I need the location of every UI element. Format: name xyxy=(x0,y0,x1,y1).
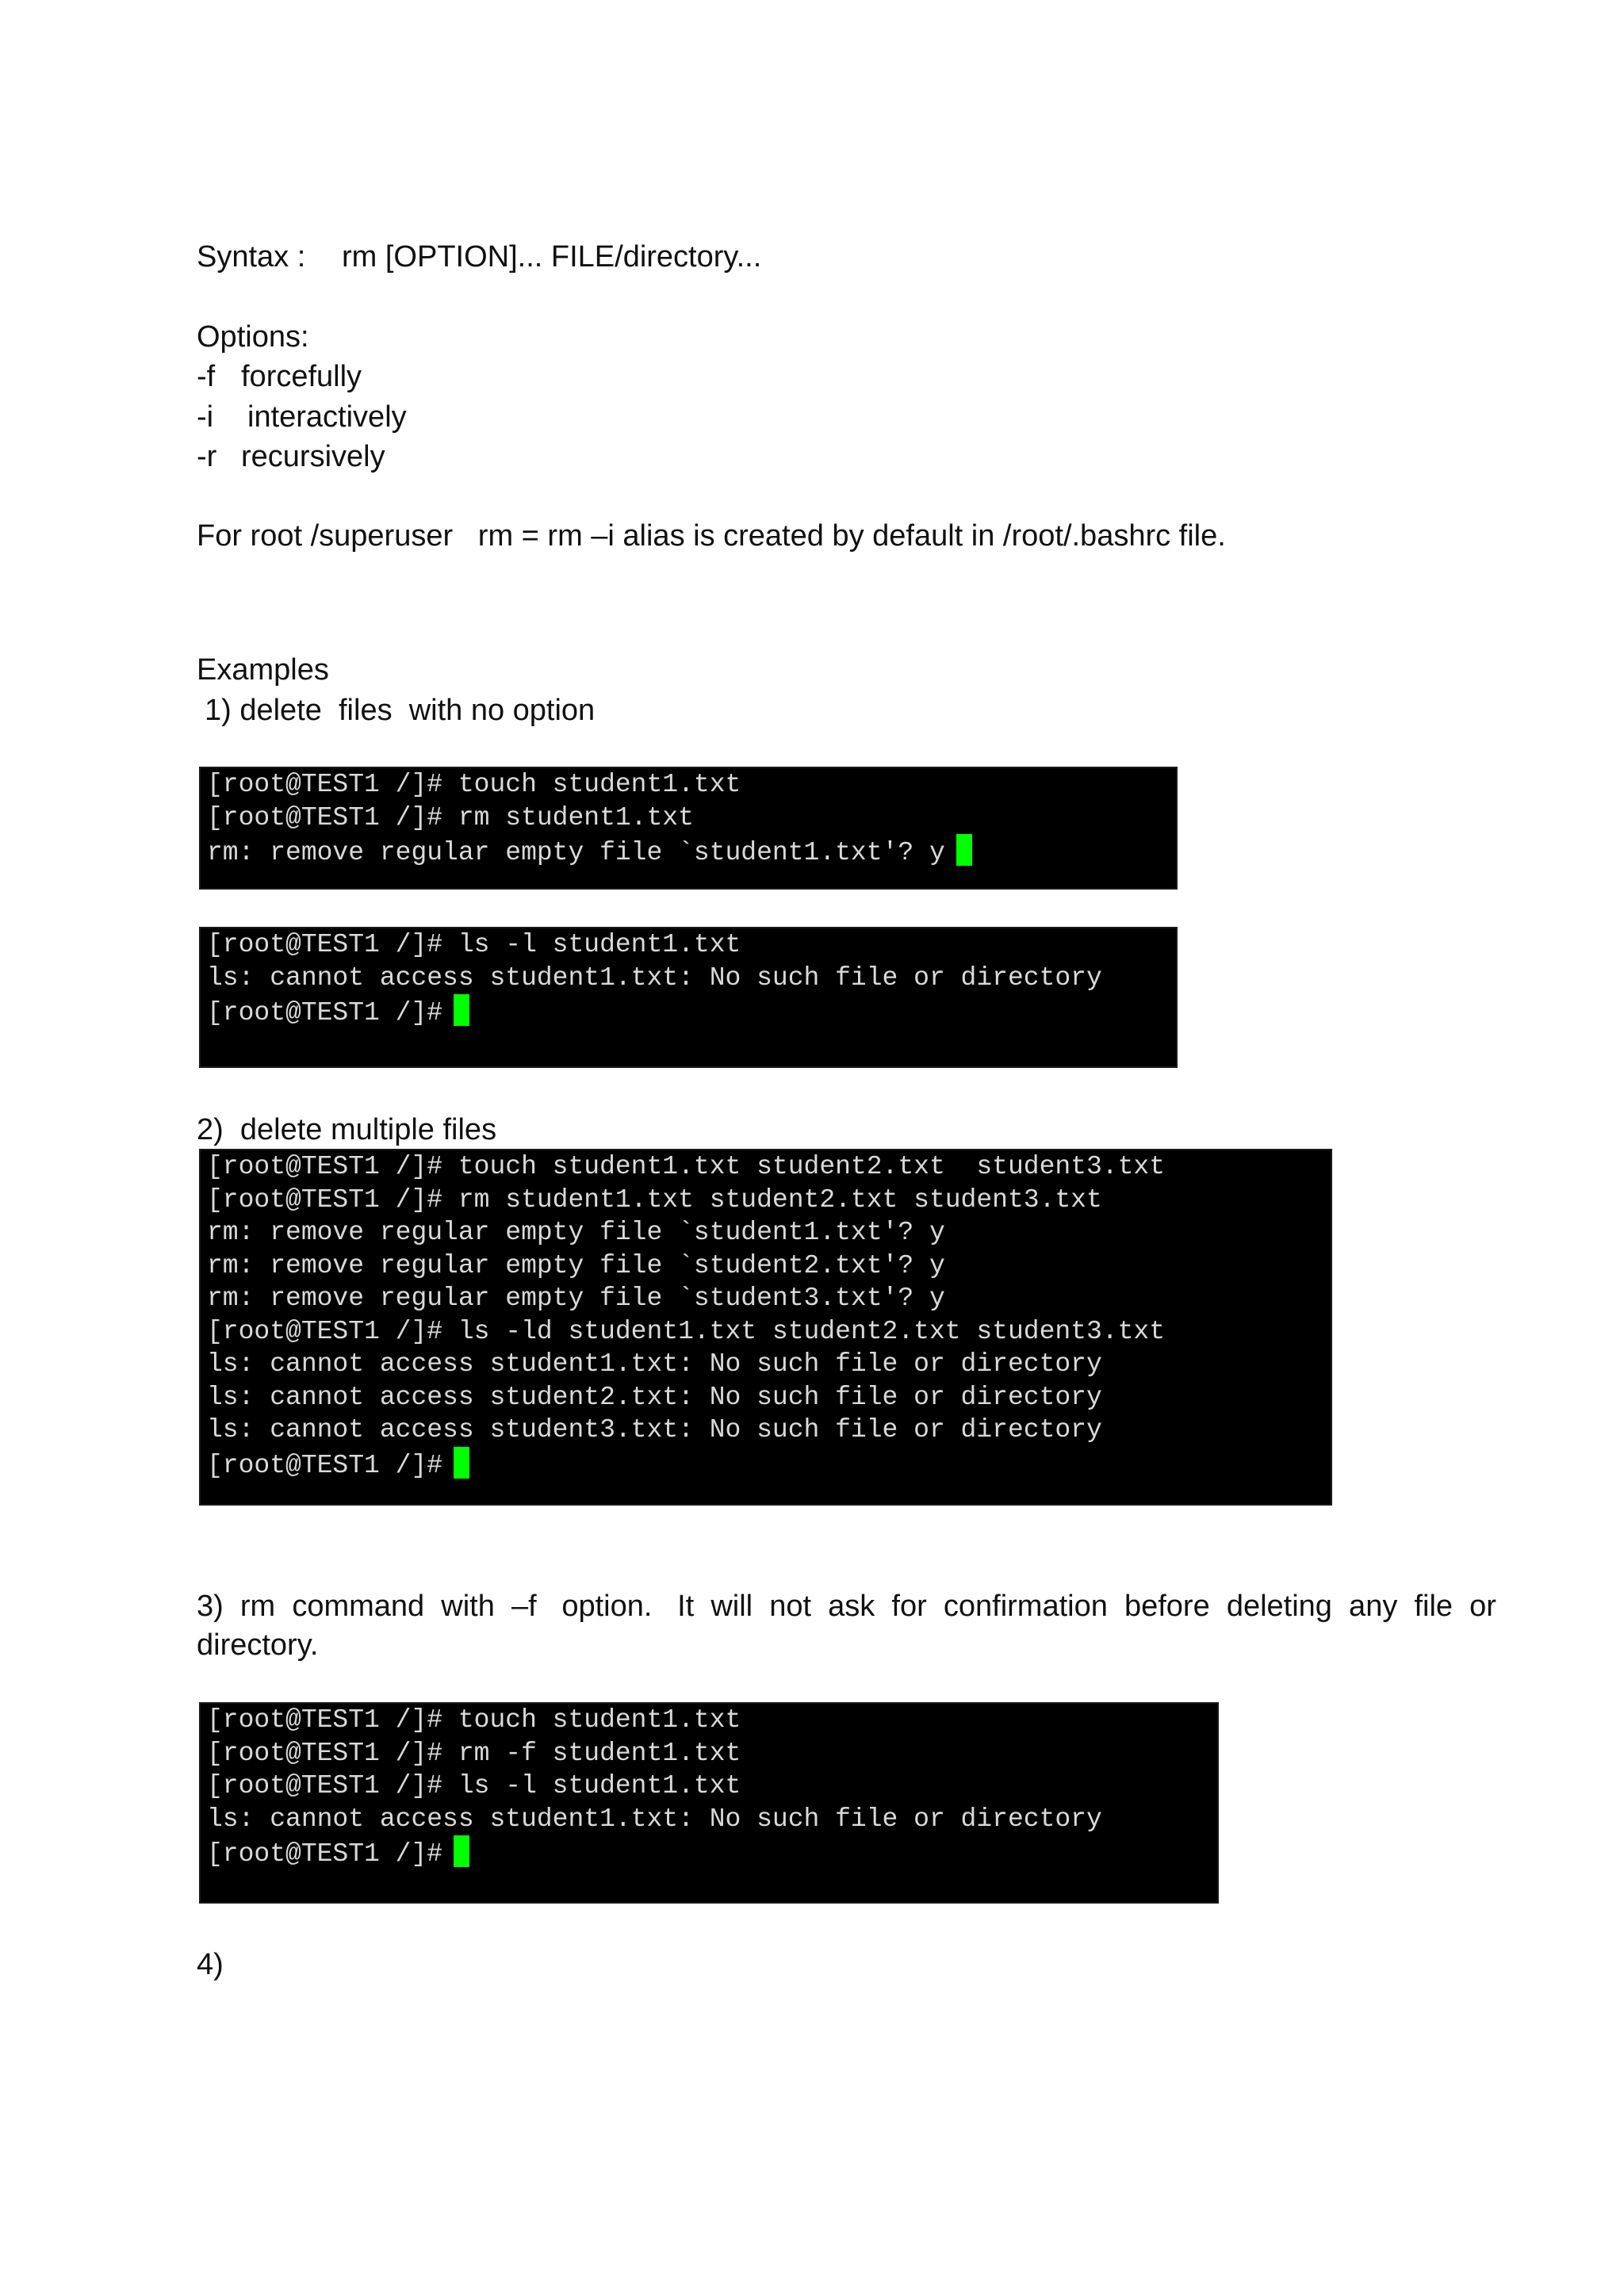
example-3-title: 3) rm command with –f option. It will not ask for confirmation before deleting any file or xyxy=(197,1590,1496,1623)
terminal-line: rm: remove regular empty file `student3.txt'? y xyxy=(207,1284,945,1313)
terminal-line: [root@TEST1 /]# rm student1.txt xyxy=(207,802,694,832)
example-4-title: 4) xyxy=(197,1948,224,1981)
terminal-cursor xyxy=(956,834,972,866)
terminal-screenshot-4 xyxy=(199,1702,1219,1904)
terminal-line: ls: cannot access student1.txt: No such file or directory xyxy=(207,1804,1102,1834)
options-heading: Options: xyxy=(197,320,309,354)
terminal-line: rm: remove regular empty file `student2.txt'? y xyxy=(207,1250,945,1280)
terminal-line: [root@TEST1 /]# xyxy=(207,1835,1211,1869)
terminal-cursor xyxy=(454,1835,469,1867)
example-3-title-cont: directory. xyxy=(197,1628,319,1662)
example-2-title: 2) delete multiple files xyxy=(197,1113,497,1146)
terminal-line: [root@TEST1 /]# ls -l student1.txt xyxy=(207,930,741,959)
terminal-line: ls: cannot access student3.txt: No such file or directory xyxy=(207,1415,1102,1445)
terminal-cursor xyxy=(454,1447,469,1479)
option-desc: forcefully xyxy=(241,360,362,393)
terminal-line: ls: cannot access student1.txt: No such file or directory xyxy=(207,962,1102,993)
root-alias-note: For root /superuser rm = rm –i alias is created by default in /root/.bashrc file. xyxy=(197,519,1226,553)
terminal-line: ls: cannot access student2.txt: No such file or directory xyxy=(207,1382,1102,1412)
example-1-title: 1) delete files with no option xyxy=(205,694,596,727)
terminal-line: [root@TEST1 /]# xyxy=(207,994,1170,1027)
terminal-screenshot-3 xyxy=(199,1149,1332,1506)
terminal-line: [root@TEST1 /]# touch student1.txt student2.txt student3.txt xyxy=(207,1152,1165,1181)
terminal-line: [root@TEST1 /]# rm student1.txt student2.txt student3.txt xyxy=(207,1184,1102,1215)
option-flag: -r xyxy=(197,440,217,473)
terminal-screenshot-1 xyxy=(199,767,1178,890)
terminal-line: [root@TEST1 /]# touch student1.txt xyxy=(207,1705,741,1735)
terminal-line: [root@TEST1 /]# ls -l student1.txt xyxy=(207,1771,741,1800)
terminal-line: [root@TEST1 /]# touch student1.txt xyxy=(207,770,741,799)
option-desc: recursively xyxy=(241,440,385,473)
terminal-line: [root@TEST1 /]# xyxy=(207,1447,1324,1480)
syntax-label: Syntax : xyxy=(197,240,306,274)
option-flag: -f xyxy=(197,360,216,393)
terminal-cursor xyxy=(454,994,469,1026)
syntax-command: rm [OPTION]... FILE/directory... xyxy=(342,240,762,274)
option-desc: interactively xyxy=(247,400,407,434)
terminal-screenshot-2 xyxy=(199,927,1178,1068)
terminal-line: [root@TEST1 /]# ls -ld student1.txt student2.txt student3.txt xyxy=(207,1316,1165,1346)
option-flag: -i xyxy=(197,400,214,434)
examples-heading: Examples xyxy=(197,653,329,687)
terminal-line: rm: remove regular empty file `student1.txt'? y xyxy=(207,1218,945,1247)
terminal-line: rm: remove regular empty file `student1.txt'? y xyxy=(207,834,1170,867)
terminal-line: [root@TEST1 /]# rm -f student1.txt xyxy=(207,1738,741,1768)
terminal-line: ls: cannot access student1.txt: No such file or directory xyxy=(207,1349,1102,1379)
